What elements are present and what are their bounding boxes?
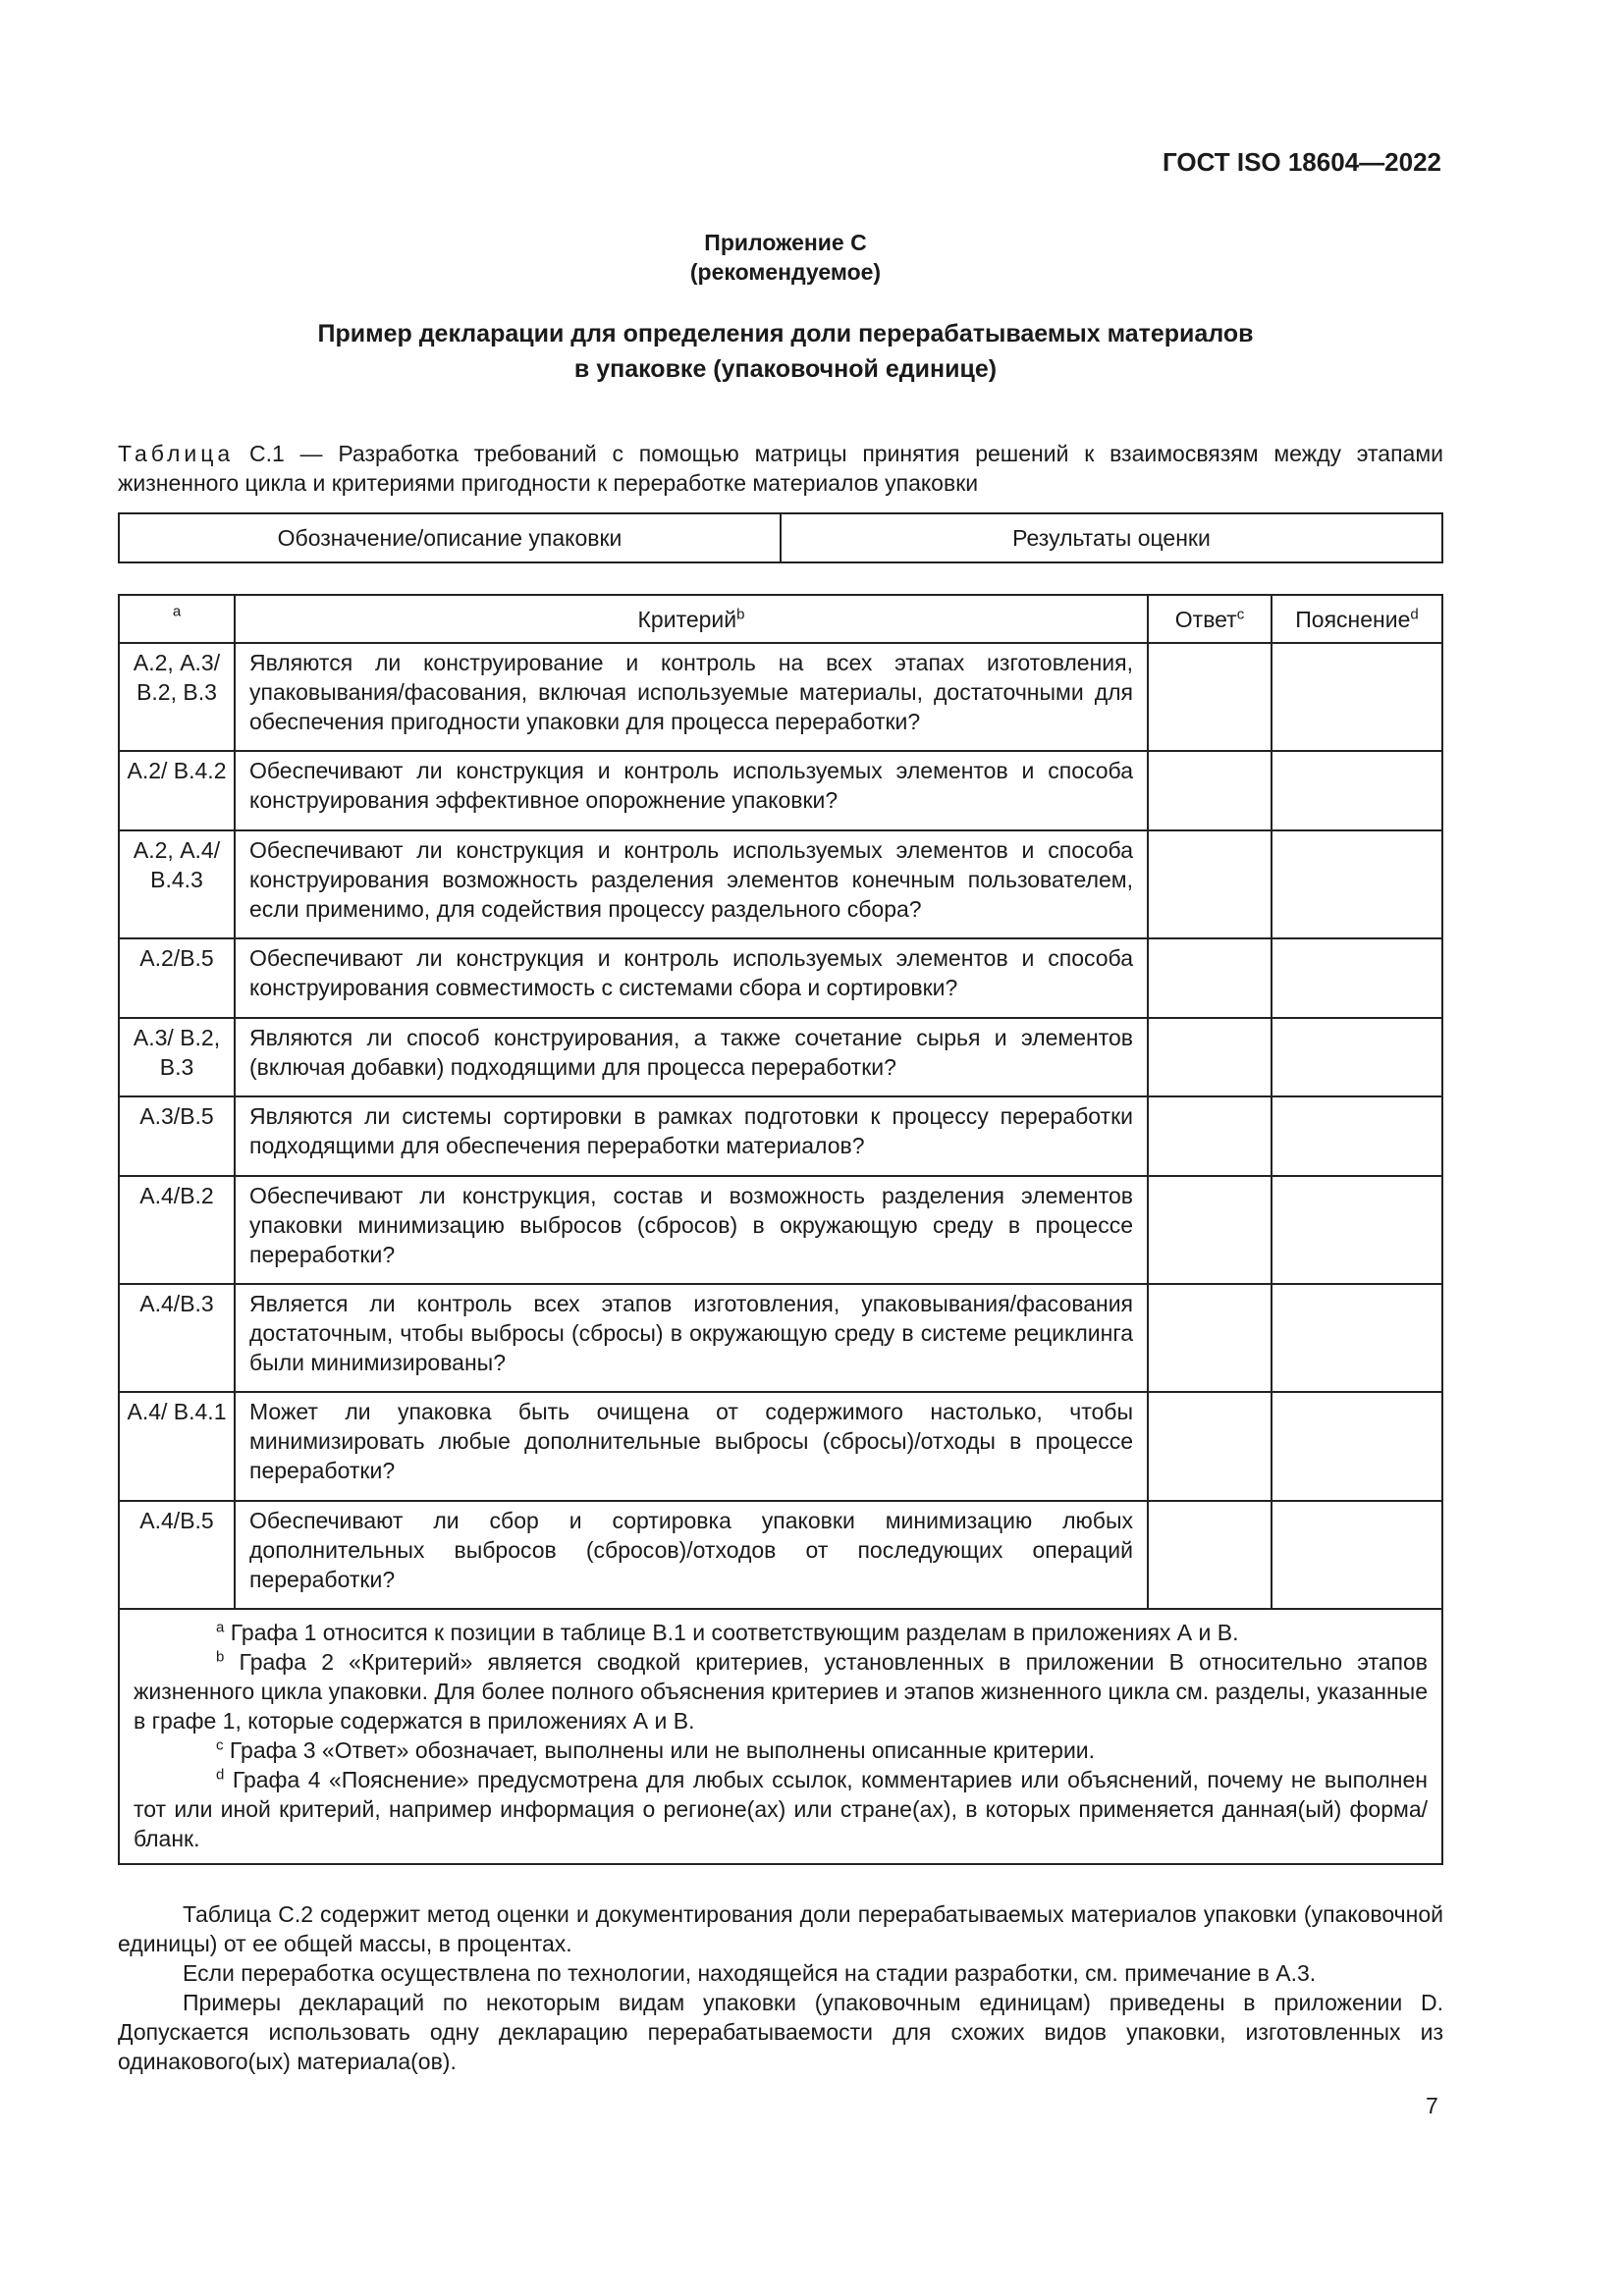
criterion-cell: Обеспечивают ли конструкция и контроль используемых элементов и способа конструирования эффективное опорожнение упаковки? bbox=[235, 751, 1148, 830]
header-label: Ответ bbox=[1174, 606, 1237, 632]
annex-status: (рекомендуемое) bbox=[689, 259, 882, 285]
answer-cell[interactable] bbox=[1148, 938, 1272, 1018]
answer-cell[interactable] bbox=[1148, 1284, 1272, 1392]
reference-cell: А.4/В.5 bbox=[119, 1501, 235, 1609]
table-row bbox=[119, 1096, 1442, 1176]
explanation-cell[interactable] bbox=[1272, 1096, 1442, 1176]
table-row bbox=[119, 751, 1442, 830]
page-number: 7 bbox=[1426, 2093, 1438, 2118]
answer-cell[interactable] bbox=[1148, 1176, 1272, 1284]
criterion-cell: Обеспечивают ли конструкция и контроль используемых элементов и способа конструирования совместимость с системами сбора и сортировки? bbox=[235, 938, 1148, 1018]
footnote-text: Графа 2 «Критерий» является сводкой критериев, установленных в приложении В относительно этапов жизненного цикла упаковки. Для более полного объяснения критериев и этапов жизненного цикла см. разделы, указанные в графе 1, которые содержатся в приложениях А и В. bbox=[134, 1649, 1428, 1734]
criterion-cell: Обеспечивают ли конструкция, состав и возможность разделения элементов упаковки минимизацию выбросов (сбросов) в окружающую среду в процессе переработки? bbox=[235, 1176, 1148, 1284]
assessment-results-cell: Результаты оценки bbox=[781, 513, 1442, 562]
column-header-explanation bbox=[1272, 595, 1442, 643]
column-header-ref bbox=[119, 595, 235, 643]
criterion-cell: Является ли контроль всех этапов изготовления, упаковывания/фасования достаточным, чтобы выбросы (сбросы) в окружающую среду в системе рециклинга были минимизированы? bbox=[235, 1284, 1148, 1392]
footnote-mark: c bbox=[1236, 605, 1245, 622]
criterion-cell: Обеспечивают ли сбор и сортировка упаковки минимизацию любых дополнительных выбросов (сбросов)/отходов от последующих операций переработки? bbox=[235, 1501, 1148, 1609]
answer-cell[interactable] bbox=[1148, 643, 1272, 751]
criteria-table bbox=[118, 594, 1443, 1865]
paragraph: Если переработка осуществлена по технологии, находящейся на стадии разработки, см. примечание в А.3. bbox=[183, 1960, 1317, 1986]
explanation-cell[interactable] bbox=[1272, 830, 1442, 938]
criterion-cell: Являются ли конструирование и контроль на всех этапах изготовления, упаковывания/фасования, включая используемые материалы, достаточными для обеспечения пригодности упаковки для процесса переработки? bbox=[235, 643, 1148, 751]
annex-heading bbox=[0, 228, 1571, 287]
footnote-mark: d bbox=[216, 1766, 225, 1784]
explanation-cell[interactable] bbox=[1272, 643, 1442, 751]
criterion-cell: Являются ли способ конструирования, а также сочетание сырья и элементов (включая добавки) подходящими для процесса переработки? bbox=[235, 1018, 1148, 1096]
explanation-cell[interactable] bbox=[1272, 1501, 1442, 1609]
reference-cell: А.3/В.5 bbox=[119, 1096, 235, 1176]
reference-cell: А.4/ В.4.1 bbox=[119, 1392, 235, 1501]
packaging-designation-cell: Обозначение/описание упаковки bbox=[119, 513, 781, 562]
table-caption bbox=[118, 439, 1443, 498]
reference-cell: А.2/В.5 bbox=[119, 938, 235, 1018]
section-title-line2: в упаковке (упаковочной единице) bbox=[573, 355, 998, 383]
table-row bbox=[119, 830, 1442, 938]
reference-cell: А.4/В.3 bbox=[119, 1284, 235, 1392]
table-row bbox=[119, 643, 1442, 751]
table-row bbox=[119, 1392, 1442, 1501]
explanation-cell[interactable] bbox=[1272, 1284, 1442, 1392]
answer-cell[interactable] bbox=[1148, 1018, 1272, 1096]
table-row bbox=[119, 1176, 1442, 1284]
explanation-cell[interactable] bbox=[1272, 1176, 1442, 1284]
footnote-mark: a bbox=[172, 603, 182, 620]
header-label: Пояснение bbox=[1295, 606, 1411, 632]
reference-cell: А.4/В.2 bbox=[119, 1176, 235, 1284]
body-text bbox=[118, 1899, 1443, 2076]
column-header-criterion bbox=[235, 595, 1148, 643]
footnote-mark: d bbox=[1410, 605, 1419, 622]
reference-cell: А.2, А.3/В.2, В.3 bbox=[119, 643, 235, 751]
criterion-cell: Являются ли системы сортировки в рамках подготовки к процессу переработки подходящими для обеспечения переработки материалов? bbox=[235, 1096, 1148, 1176]
explanation-cell[interactable] bbox=[1272, 1018, 1442, 1096]
answer-cell[interactable] bbox=[1148, 1096, 1272, 1176]
table-row bbox=[119, 1018, 1442, 1096]
section-title-line1: Пример декларации для определения доли перерабатываемых материалов bbox=[317, 320, 1254, 347]
explanation-cell[interactable] bbox=[1272, 938, 1442, 1018]
annex-title: Приложение С bbox=[704, 230, 867, 255]
footnote-text: Графа 4 «Пояснение» предусмотрена для любых ссылок, комментариев или объяснений, почему не выполнен тот или иной критерий, например информация о регионе(ах) или стране(ах), в которых применяется данная(ый) форма/бланк. bbox=[134, 1767, 1428, 1851]
explanation-cell[interactable] bbox=[1272, 1392, 1442, 1501]
column-header-answer bbox=[1148, 595, 1272, 643]
paragraph: Примеры деклараций по некоторым видам упаковки (упаковочным единицам) приведены в приложении D. Допускается использовать одну декларацию перерабатываемости для схожих видов упаковки, изготовленных из одинакового(ых) материала(ов). bbox=[118, 1990, 1443, 2074]
section-title bbox=[0, 316, 1571, 387]
footnote-mark: b bbox=[216, 1648, 225, 1666]
answer-cell[interactable] bbox=[1148, 1501, 1272, 1609]
footnote-c bbox=[134, 1735, 1428, 1765]
reference-cell: А.2, А.4/ В.4.3 bbox=[119, 830, 235, 938]
answer-cell[interactable] bbox=[1148, 1392, 1272, 1501]
reference-cell: А.2/ В.4.2 bbox=[119, 751, 235, 830]
criterion-cell: Может ли упаковка быть очищена от содержимого настолько, чтобы минимизировать любые дополнительные выбросы (сбросы)/отходы в процессе переработки? bbox=[235, 1392, 1148, 1501]
answer-cell[interactable] bbox=[1148, 830, 1272, 938]
footnote-mark: b bbox=[736, 605, 745, 622]
footnote-mark: a bbox=[216, 1619, 225, 1636]
table-footnotes bbox=[119, 1609, 1442, 1864]
explanation-cell[interactable] bbox=[1272, 751, 1442, 830]
footnote-mark: c bbox=[216, 1736, 224, 1754]
table-caption-text: С.1 — Разработка требований с помощью матрицы принятия решений к взаимосвязям между этапами жизненного цикла и критериями пригодности к переработке материалов упаковки bbox=[118, 441, 1443, 496]
footnote-text: Графа 1 относится к позиции в таблице В.1 и соответствующим разделам в приложениях А и В. bbox=[224, 1620, 1239, 1645]
footnote-d bbox=[134, 1765, 1428, 1853]
table-row bbox=[119, 1284, 1442, 1392]
reference-cell: А.3/ В.2, В.3 bbox=[119, 1018, 235, 1096]
document-code: ГОСТ ISO 18604—2022 bbox=[1162, 147, 1441, 177]
footnote-a bbox=[134, 1618, 1428, 1647]
answer-cell[interactable] bbox=[1148, 751, 1272, 830]
table-row bbox=[119, 938, 1442, 1018]
paragraph: Таблица С.2 содержит метод оценки и документирования доли перерабатываемых материалов упаковки (упаковочной единицы) от ее общей массы, в процентах. bbox=[118, 1901, 1443, 1956]
header-label: Критерий bbox=[637, 606, 737, 632]
packaging-info-table bbox=[118, 512, 1443, 563]
table-caption-label: Таблица bbox=[118, 441, 235, 466]
footnote-b bbox=[134, 1647, 1428, 1735]
table-row bbox=[119, 1501, 1442, 1609]
criterion-cell: Обеспечивают ли конструкция и контроль используемых элементов и способа конструирования возможность разделения элементов конечным пользователем, если применимо, для содействия процессу раздельного сбора? bbox=[235, 830, 1148, 938]
footnote-text: Графа 3 «Ответ» обозначает, выполнены или не выполнены описанные критерии. bbox=[223, 1737, 1096, 1763]
